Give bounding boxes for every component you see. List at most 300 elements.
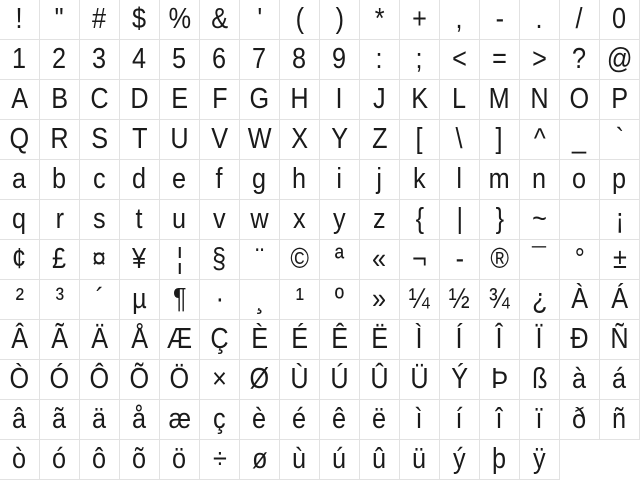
glyph-cell[interactable]	[520, 0, 560, 40]
glyph-cell[interactable]	[40, 200, 80, 240]
glyph: (	[295, 3, 304, 35]
glyph: þ	[492, 443, 507, 475]
glyph-cell[interactable]	[480, 120, 520, 160]
glyph: )	[335, 3, 344, 35]
glyph: o	[572, 163, 587, 195]
glyph-cell[interactable]	[40, 160, 80, 200]
glyph: Ì	[415, 323, 424, 355]
glyph-cell[interactable]	[40, 280, 80, 320]
glyph-cell[interactable]	[120, 320, 160, 360]
glyph-cell[interactable]	[400, 360, 440, 400]
glyph-cell[interactable]	[200, 400, 240, 440]
glyph: h	[292, 163, 307, 195]
glyph: Y	[331, 123, 348, 155]
glyph: ù	[292, 443, 307, 475]
glyph-cell[interactable]	[400, 320, 440, 360]
glyph-cell[interactable]	[360, 280, 400, 320]
glyph: ¬	[412, 243, 427, 275]
glyph: Á	[611, 283, 628, 315]
glyph: k	[413, 163, 426, 195]
glyph-cell[interactable]	[120, 240, 160, 280]
glyph-cell[interactable]	[320, 320, 360, 360]
glyph-cell[interactable]	[440, 40, 480, 80]
glyph: X	[291, 123, 308, 155]
glyph: È	[251, 323, 268, 355]
glyph-cell[interactable]	[200, 200, 240, 240]
glyph: /	[575, 3, 584, 35]
glyph-cell[interactable]	[200, 280, 240, 320]
glyph-cell[interactable]	[320, 240, 360, 280]
glyph: Ö	[169, 363, 190, 395]
glyph: b	[52, 163, 67, 195]
glyph-cell[interactable]	[240, 0, 280, 40]
glyph-cell[interactable]	[200, 360, 240, 400]
glyph-cell[interactable]	[360, 120, 400, 160]
glyph: µ	[132, 283, 147, 315]
glyph: [	[415, 123, 424, 155]
glyph: -	[455, 243, 464, 275]
glyph: @	[606, 43, 633, 75]
glyph: P	[611, 83, 628, 115]
glyph: ¾	[488, 283, 511, 315]
glyph-cell[interactable]	[80, 280, 120, 320]
glyph-cell[interactable]	[80, 240, 120, 280]
glyph-cell[interactable]	[320, 200, 360, 240]
glyph-cell[interactable]	[320, 160, 360, 200]
glyph-cell[interactable]	[120, 0, 160, 40]
glyph-cell[interactable]	[80, 440, 120, 480]
glyph-cell[interactable]	[120, 40, 160, 80]
glyph-cell[interactable]	[280, 240, 320, 280]
glyph: £	[52, 243, 67, 275]
glyph: ¼	[408, 283, 431, 315]
glyph-cell[interactable]	[200, 160, 240, 200]
glyph: a	[12, 163, 27, 195]
glyph: Þ	[491, 363, 508, 395]
glyph: }	[495, 203, 504, 235]
glyph-cell[interactable]	[160, 120, 200, 160]
glyph-cell[interactable]	[0, 40, 40, 80]
glyph-cell[interactable]	[360, 160, 400, 200]
glyph-cell[interactable]	[320, 120, 360, 160]
glyph: ]	[495, 123, 504, 155]
glyph: E	[171, 83, 188, 115]
glyph-cell[interactable]	[520, 400, 560, 440]
glyph-cell[interactable]	[160, 200, 200, 240]
glyph-cell[interactable]	[280, 400, 320, 440]
glyph-cell[interactable]	[280, 360, 320, 400]
glyph: O	[569, 83, 590, 115]
glyph: Ë	[371, 323, 388, 355]
glyph-cell[interactable]	[160, 0, 200, 40]
glyph-cell[interactable]	[320, 440, 360, 480]
glyph-cell[interactable]	[560, 40, 600, 80]
glyph-cell[interactable]	[560, 280, 600, 320]
glyph-cell[interactable]	[600, 80, 640, 120]
glyph: =	[492, 43, 507, 75]
glyph-cell[interactable]	[440, 240, 480, 280]
glyph-cell[interactable]	[520, 160, 560, 200]
glyph-cell[interactable]	[200, 240, 240, 280]
empty-area	[560, 440, 600, 480]
glyph-cell[interactable]	[240, 160, 280, 200]
glyph: Ó	[49, 363, 70, 395]
glyph: 8	[292, 43, 307, 75]
glyph: L	[452, 83, 467, 115]
glyph-cell[interactable]	[520, 40, 560, 80]
glyph-cell[interactable]	[80, 80, 120, 120]
glyph: ý	[453, 443, 466, 475]
glyph: õ	[132, 443, 147, 475]
glyph-cell[interactable]	[240, 80, 280, 120]
glyph-cell[interactable]	[560, 320, 600, 360]
glyph-cell[interactable]	[200, 120, 240, 160]
glyph-cell[interactable]	[0, 360, 40, 400]
glyph: '	[257, 3, 262, 35]
glyph-cell[interactable]	[560, 120, 600, 160]
glyph-cell[interactable]	[600, 320, 640, 360]
glyph: ¦	[176, 243, 183, 275]
glyph-cell[interactable]	[160, 440, 200, 480]
glyph-cell[interactable]	[520, 360, 560, 400]
glyph-cell[interactable]	[440, 360, 480, 400]
glyph-cell[interactable]	[40, 440, 80, 480]
glyph-cell[interactable]	[40, 80, 80, 120]
glyph-cell[interactable]	[160, 240, 200, 280]
glyph-cell[interactable]	[200, 0, 240, 40]
glyph-cell[interactable]	[160, 360, 200, 400]
glyph-cell[interactable]	[480, 160, 520, 200]
glyph-cell[interactable]	[80, 120, 120, 160]
empty-area	[600, 440, 640, 480]
glyph: &	[211, 3, 228, 35]
glyph: 1	[12, 43, 27, 75]
glyph-cell[interactable]	[520, 440, 560, 480]
glyph: \	[455, 123, 464, 155]
glyph: ÷	[212, 443, 227, 475]
glyph: ;	[415, 43, 424, 75]
glyph-cell[interactable]	[240, 240, 280, 280]
glyph: G	[249, 83, 270, 115]
glyph-cell[interactable]	[200, 440, 240, 480]
glyph-cell[interactable]	[280, 160, 320, 200]
glyph-cell[interactable]	[240, 40, 280, 80]
glyph-cell[interactable]	[400, 240, 440, 280]
glyph-cell[interactable]	[360, 440, 400, 480]
glyph-cell[interactable]	[600, 360, 640, 400]
glyph-cell[interactable]	[0, 320, 40, 360]
glyph: {	[415, 203, 424, 235]
glyph-cell[interactable]	[120, 360, 160, 400]
glyph-cell[interactable]	[120, 440, 160, 480]
glyph-cell[interactable]	[360, 200, 400, 240]
glyph: ¡	[615, 203, 624, 235]
glyph-cell[interactable]	[280, 40, 320, 80]
glyph: y	[333, 203, 346, 235]
glyph-cell[interactable]	[40, 240, 80, 280]
glyph: `	[615, 123, 624, 155]
glyph: t	[135, 203, 144, 235]
glyph-cell[interactable]	[520, 80, 560, 120]
glyph: Õ	[129, 363, 150, 395]
glyph-cell[interactable]	[600, 200, 640, 240]
glyph: ³	[55, 283, 64, 315]
glyph-cell[interactable]	[0, 200, 40, 240]
glyph-cell[interactable]	[480, 40, 520, 80]
glyph-cell[interactable]	[200, 80, 240, 120]
glyph-cell[interactable]	[240, 320, 280, 360]
glyph-cell[interactable]	[440, 320, 480, 360]
glyph-cell[interactable]	[560, 360, 600, 400]
glyph: ç	[213, 403, 226, 435]
glyph-cell[interactable]	[0, 0, 40, 40]
glyph-cell[interactable]	[320, 0, 360, 40]
glyph-cell[interactable]	[0, 160, 40, 200]
glyph: 4	[132, 43, 147, 75]
glyph-cell[interactable]	[520, 240, 560, 280]
glyph: ¢	[12, 243, 27, 275]
glyph-cell[interactable]	[400, 200, 440, 240]
glyph-cell[interactable]	[480, 200, 520, 240]
glyph: §	[212, 243, 227, 275]
glyph-cell[interactable]	[80, 320, 120, 360]
glyph-cell[interactable]	[320, 360, 360, 400]
glyph: Í	[455, 323, 464, 355]
glyph-cell[interactable]	[400, 280, 440, 320]
glyph: À	[571, 283, 588, 315]
glyph: ~	[532, 203, 547, 235]
glyph-cell[interactable]	[480, 80, 520, 120]
glyph-cell[interactable]	[600, 40, 640, 80]
glyph-cell[interactable]	[600, 240, 640, 280]
glyph-cell[interactable]	[240, 120, 280, 160]
glyph-cell[interactable]	[40, 40, 80, 80]
glyph-cell[interactable]	[560, 160, 600, 200]
glyph: Ï	[535, 323, 544, 355]
glyph: û	[372, 443, 387, 475]
glyph-cell[interactable]	[0, 80, 40, 120]
glyph: ì	[415, 403, 424, 435]
glyph-cell[interactable]	[240, 280, 280, 320]
glyph-cell[interactable]	[480, 440, 520, 480]
glyph-cell[interactable]	[440, 200, 480, 240]
glyph-cell[interactable]	[160, 80, 200, 120]
glyph: Ç	[210, 323, 229, 355]
glyph-cell[interactable]	[480, 400, 520, 440]
glyph-cell[interactable]	[440, 160, 480, 200]
glyph: V	[211, 123, 228, 155]
glyph-cell[interactable]	[320, 80, 360, 120]
glyph-cell[interactable]	[120, 120, 160, 160]
glyph: «	[372, 243, 387, 275]
glyph-cell[interactable]	[40, 120, 80, 160]
glyph-cell-blank[interactable]	[560, 200, 600, 240]
glyph-cell[interactable]	[480, 240, 520, 280]
glyph-cell[interactable]	[160, 40, 200, 80]
glyph-cell[interactable]	[360, 360, 400, 400]
glyph-cell[interactable]	[280, 280, 320, 320]
glyph-cell[interactable]	[40, 320, 80, 360]
glyph: W	[247, 123, 272, 155]
glyph: H	[290, 83, 309, 115]
glyph-cell[interactable]	[120, 280, 160, 320]
glyph-cell[interactable]	[440, 80, 480, 120]
glyph-cell[interactable]	[160, 160, 200, 200]
glyph-cell[interactable]	[480, 360, 520, 400]
glyph-cell[interactable]	[280, 0, 320, 40]
glyph-cell[interactable]	[600, 0, 640, 40]
glyph: #	[92, 3, 107, 35]
glyph-cell[interactable]	[600, 160, 640, 200]
glyph-cell[interactable]	[520, 120, 560, 160]
glyph: 7	[252, 43, 267, 75]
glyph-cell[interactable]	[400, 80, 440, 120]
glyph: "	[55, 3, 64, 35]
glyph-cell[interactable]	[280, 320, 320, 360]
glyph: Å	[131, 323, 148, 355]
glyph-cell[interactable]	[480, 280, 520, 320]
glyph-cell[interactable]	[440, 280, 480, 320]
glyph-cell[interactable]	[440, 400, 480, 440]
glyph: ¯	[532, 243, 547, 275]
glyph: ¶	[172, 283, 187, 315]
glyph: ¿	[531, 283, 548, 315]
glyph-cell[interactable]	[200, 40, 240, 80]
glyph-cell[interactable]	[80, 160, 120, 200]
glyph-cell[interactable]	[0, 120, 40, 160]
glyph: C	[90, 83, 109, 115]
glyph-cell[interactable]	[360, 400, 400, 440]
glyph: ú	[332, 443, 347, 475]
glyph: ï	[535, 403, 544, 435]
glyph-cell[interactable]	[360, 0, 400, 40]
glyph: Ñ	[610, 323, 629, 355]
glyph-cell[interactable]	[360, 40, 400, 80]
glyph: â	[12, 403, 27, 435]
glyph-cell[interactable]	[560, 400, 600, 440]
glyph: 2	[52, 43, 67, 75]
glyph: c	[93, 163, 106, 195]
glyph-cell[interactable]	[400, 160, 440, 200]
glyph-cell[interactable]	[600, 280, 640, 320]
glyph-cell[interactable]	[240, 200, 280, 240]
glyph-cell[interactable]	[80, 200, 120, 240]
glyph-cell[interactable]	[120, 200, 160, 240]
glyph-cell[interactable]	[40, 360, 80, 400]
glyph: _	[572, 123, 587, 155]
glyph-cell[interactable]	[520, 320, 560, 360]
glyph-cell[interactable]	[120, 400, 160, 440]
glyph-cell[interactable]	[160, 400, 200, 440]
glyph-cell[interactable]	[280, 200, 320, 240]
glyph-cell[interactable]	[400, 440, 440, 480]
glyph-cell[interactable]	[240, 440, 280, 480]
glyph: Ã	[51, 323, 68, 355]
glyph-cell[interactable]	[560, 240, 600, 280]
glyph-cell[interactable]	[160, 320, 200, 360]
glyph-cell[interactable]	[80, 400, 120, 440]
glyph: á	[612, 363, 627, 395]
glyph-cell[interactable]	[0, 440, 40, 480]
glyph: è	[252, 403, 267, 435]
glyph-cell[interactable]	[600, 400, 640, 440]
glyph-cell[interactable]	[280, 440, 320, 480]
glyph-cell[interactable]	[240, 360, 280, 400]
glyph: ½	[448, 283, 471, 315]
glyph-cell[interactable]	[0, 280, 40, 320]
glyph-cell[interactable]	[320, 400, 360, 440]
glyph: ?	[572, 43, 587, 75]
glyph-cell[interactable]	[360, 240, 400, 280]
glyph-cell[interactable]	[440, 0, 480, 40]
glyph: m	[488, 163, 511, 195]
glyph-cell[interactable]	[520, 200, 560, 240]
glyph-cell[interactable]	[120, 160, 160, 200]
glyph-cell[interactable]	[40, 0, 80, 40]
glyph-cell[interactable]	[80, 360, 120, 400]
glyph-cell[interactable]	[440, 120, 480, 160]
glyph: v	[213, 203, 226, 235]
glyph-cell[interactable]	[560, 0, 600, 40]
glyph-cell[interactable]	[80, 0, 120, 40]
glyph-cell[interactable]	[400, 400, 440, 440]
glyph: r	[55, 203, 64, 235]
glyph-cell[interactable]	[440, 440, 480, 480]
glyph: s	[93, 203, 106, 235]
glyph-cell[interactable]	[480, 0, 520, 40]
glyph: ±	[612, 243, 627, 275]
glyph-cell[interactable]	[360, 320, 400, 360]
glyph-cell[interactable]	[400, 120, 440, 160]
glyph-cell[interactable]	[320, 40, 360, 80]
glyph: I	[335, 83, 344, 115]
glyph-cell[interactable]	[400, 0, 440, 40]
glyph: B	[51, 83, 68, 115]
glyph: 0	[612, 3, 627, 35]
glyph-cell[interactable]	[280, 80, 320, 120]
glyph-cell[interactable]	[360, 80, 400, 120]
glyph: ß	[531, 363, 548, 395]
glyph-cell[interactable]	[40, 400, 80, 440]
glyph: f	[215, 163, 224, 195]
glyph-cell[interactable]	[560, 80, 600, 120]
glyph: à	[572, 363, 587, 395]
glyph-cell[interactable]	[520, 280, 560, 320]
glyph-cell[interactable]	[240, 400, 280, 440]
glyph-cell[interactable]	[400, 40, 440, 80]
glyph-cell[interactable]	[200, 320, 240, 360]
glyph: ð	[572, 403, 587, 435]
glyph: n	[532, 163, 547, 195]
glyph: p	[612, 163, 627, 195]
glyph-cell[interactable]	[160, 280, 200, 320]
glyph: A	[11, 83, 28, 115]
glyph: ^	[533, 123, 546, 155]
glyph-cell[interactable]	[0, 400, 40, 440]
glyph: ø	[251, 443, 268, 475]
glyph: Ø	[249, 363, 270, 395]
glyph-cell[interactable]	[120, 80, 160, 120]
glyph: Â	[11, 323, 28, 355]
glyph-cell[interactable]	[320, 280, 360, 320]
glyph-cell[interactable]	[80, 40, 120, 80]
glyph: ã	[52, 403, 67, 435]
glyph-cell[interactable]	[480, 320, 520, 360]
glyph-cell[interactable]	[0, 240, 40, 280]
glyph-cell[interactable]	[600, 120, 640, 160]
glyph-cell[interactable]	[280, 120, 320, 160]
glyph: ×	[212, 363, 227, 395]
